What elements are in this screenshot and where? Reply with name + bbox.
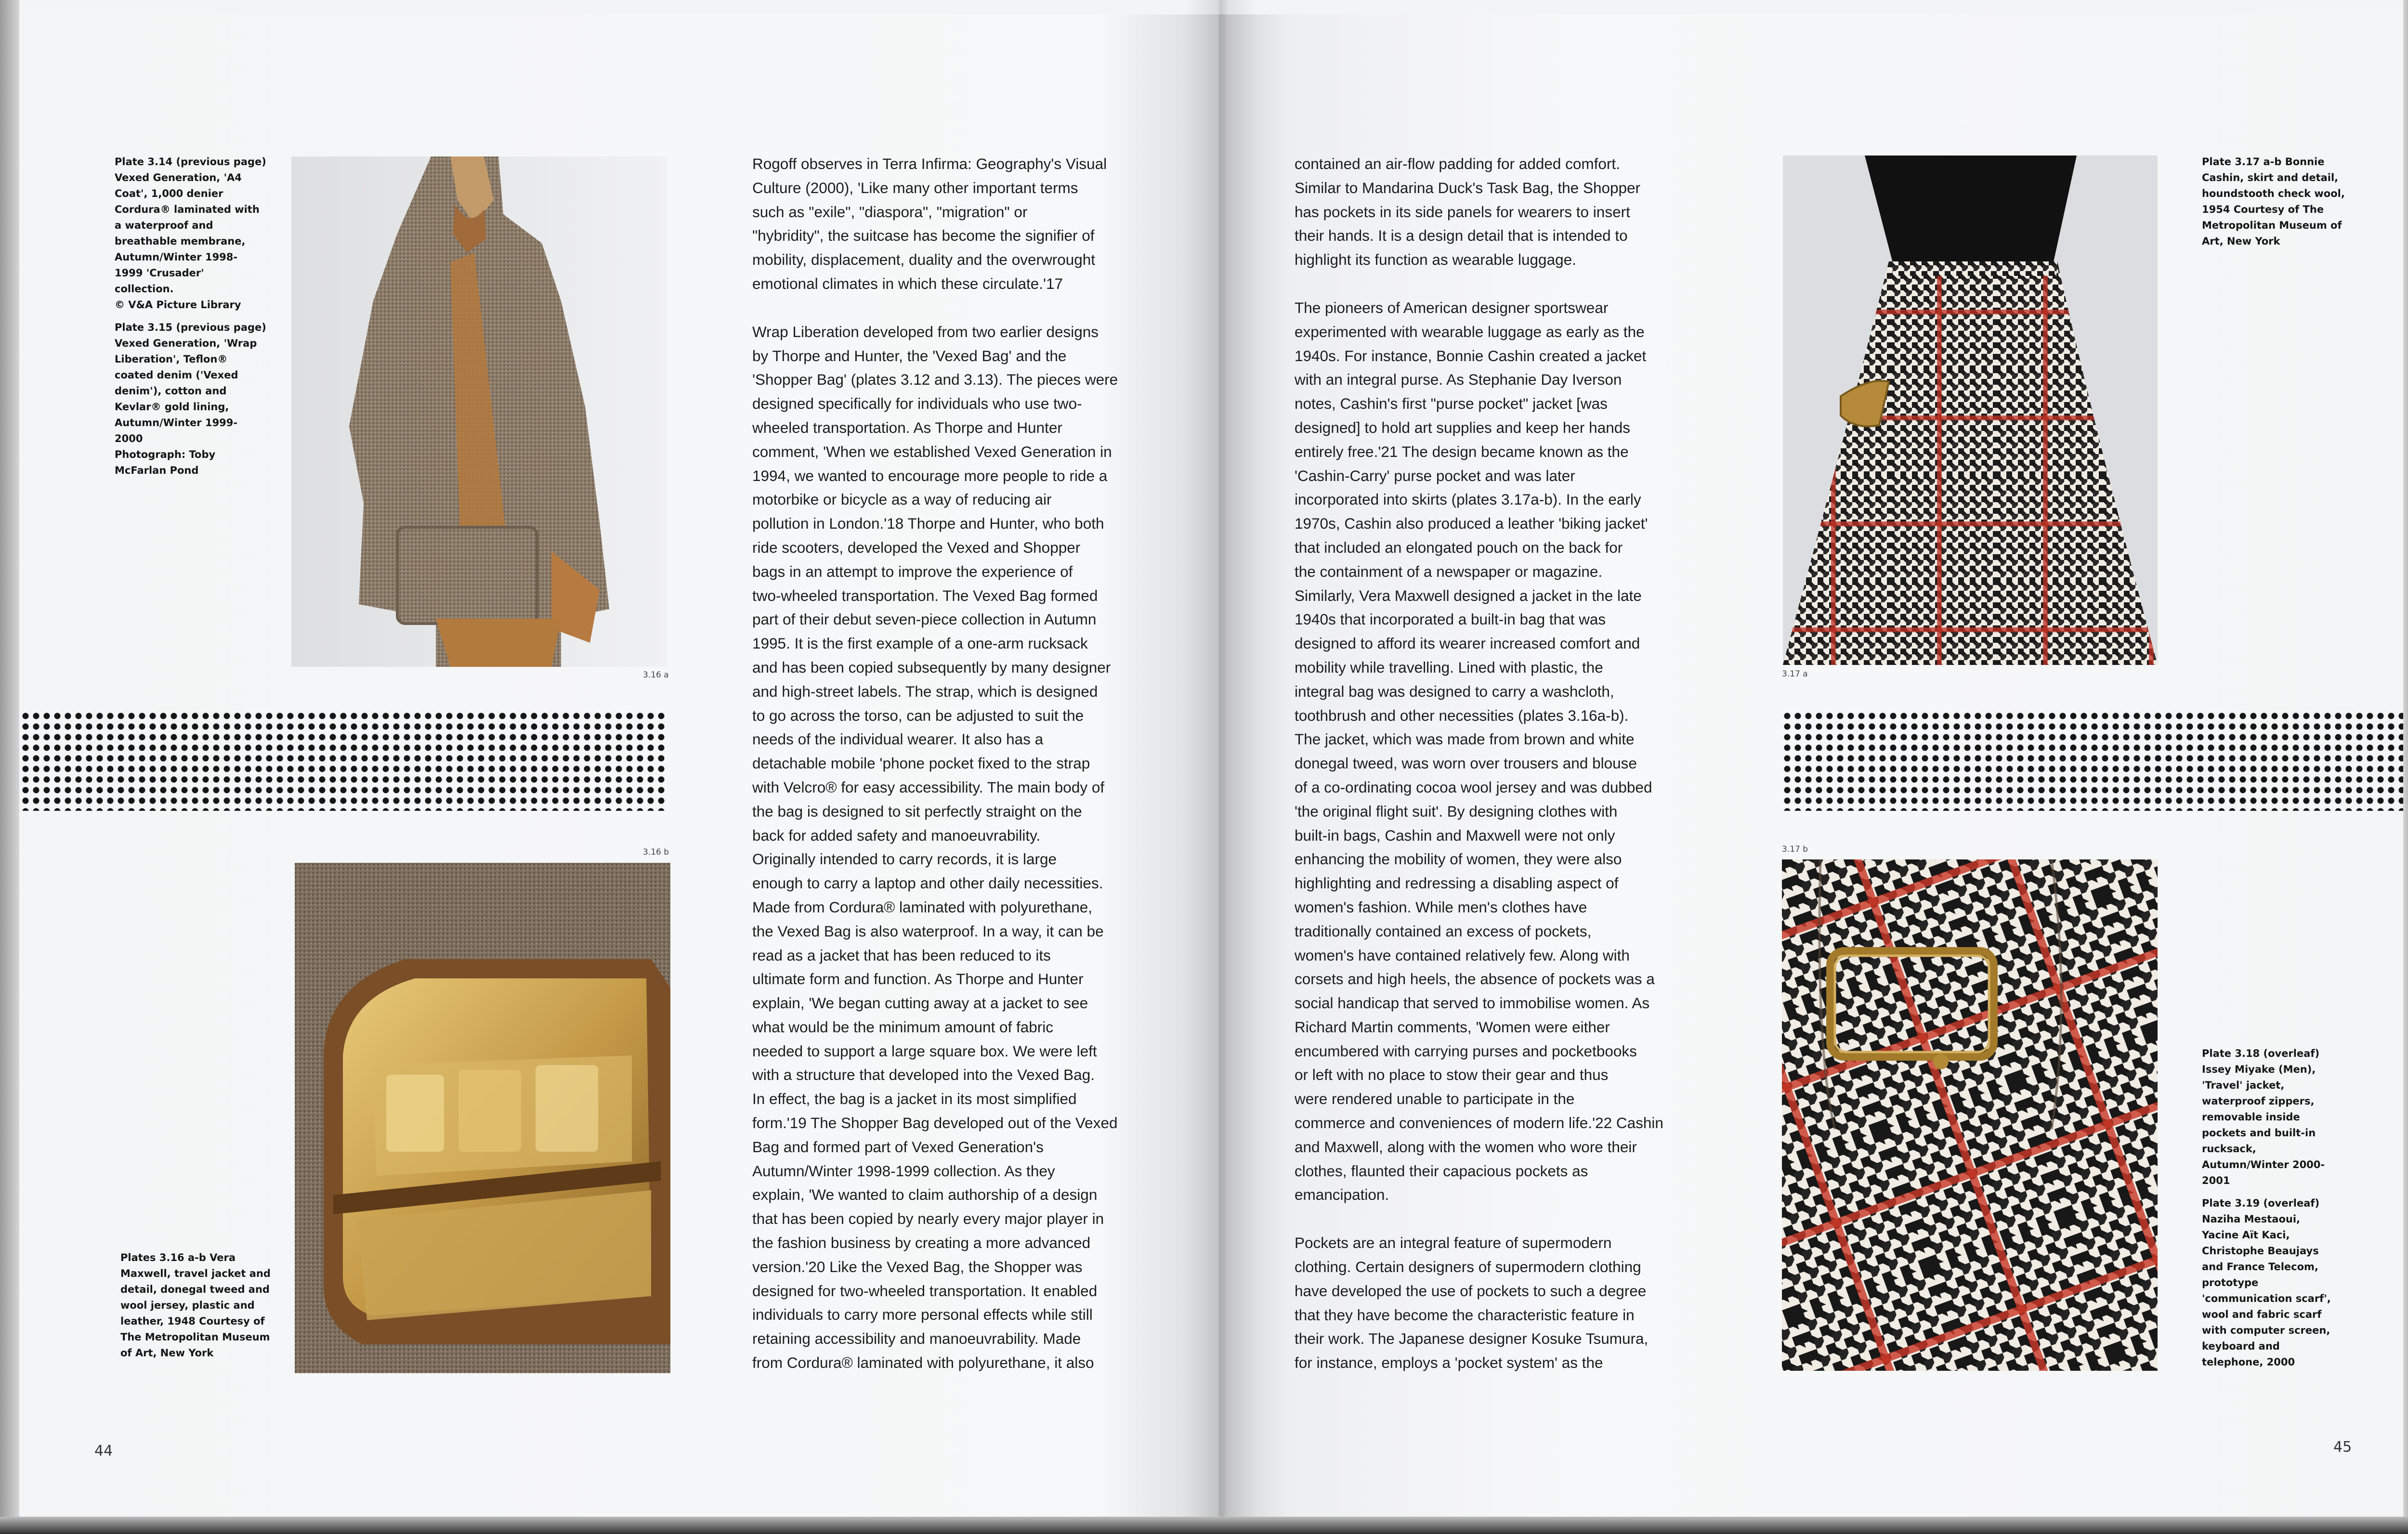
- body-column-2: [1295, 152, 1699, 1399]
- book-edge-right: [2403, 0, 2408, 1534]
- caption-plate-3-18: Plate 3.18 (overleaf) Issey Miyake (Men), 'Travel' jacket, waterproof zippers, removable inside pockets and built-in rucksack, Autumn/Winter 2000- 2001: [2202, 1048, 2325, 1186]
- photo-3-16-b: [295, 863, 670, 1373]
- paragraph: contained an air-flow padding for added comfort. Similar to Mandarina Duck's Task Bag, the Shopper has pockets in its side panels for wearers to insert their hands. It is a design detail that is intended to highlight its function as wearable luggage.: [1295, 155, 1641, 269]
- caption-plate-3-14: Plate 3.14 (previous page) Vexed Generation, 'A4 Coat', 1,000 denier Cordura® laminated with a waterproof and breathable membrane, Autumn/Winter 1998- 1999 'Crusader' collection. © V&A Picture Library: [115, 156, 266, 311]
- book-edge-left: [0, 0, 19, 1534]
- caption-plates-3-18-3-19: [2202, 1046, 2366, 1377]
- paragraph: Pockets are an integral feature of supermodern clothing. Certain designers of supermodern clothing have developed the use of pockets to such a degree that they have become the characteristic feature in their work. The Japanese designer Kosuke Tsumura, for instance, employs a 'pocket system' as the: [1295, 1234, 1649, 1372]
- tweed-jacket-image: [291, 156, 667, 667]
- houndstooth-pocket-image: [1782, 859, 2158, 1371]
- photo-label-3-17-b: 3.17 b: [1782, 845, 1808, 854]
- leather-pouch-image: [295, 863, 670, 1373]
- photo-label-3-16-b: 3.16 b: [643, 847, 669, 857]
- dot-band-right: [1782, 711, 2403, 811]
- book-gutter: [1185, 0, 1257, 1534]
- photo-label-3-16-a: 3.16 a: [643, 670, 669, 680]
- photo-label-3-17-a: 3.17 a: [1782, 669, 1808, 679]
- dot-band-left: [20, 711, 668, 811]
- paragraph: Rogoff observes in Terra Infirma: Geography's Visual Culture (2000), 'Like many other important terms such as "exile", "diaspora", "migration" or "hybridity", the suitcase has become the signifier of mobility, displacement, duality and the overwrought emotional climates in which these circulate.'17: [752, 155, 1107, 292]
- paragraph: Wrap Liberation developed from two earlier designs by Thorpe and Hunter, the 'Vexed Bag' and the 'Shopper Bag' (plates 3.12 and 3.13). The pieces were designed specifically for individuals who use two- wheeled transportation. As Thorpe and Hunter comment, 'When we established Vexed Generation in 1994, we wanted to encourage more people to ride a motorbike or bicycle as a way of reducing air pollution in London.'18 Thorpe and Hunter, who both ride scooters, developed the Vexed and Shopper bags in an attempt to improve the experience of two-wheeled transportation. The Vexed Bag formed part of their debut seven-piece collection in Autumn 1995. It is the first example of a one-arm rucksack and has been copied subsequently by many designer and high-street labels. The strap, which is designed to go across the torso, can be adjusted to suit the needs of the individual wearer. It also has a detachable mobile 'phone pocket fixed to the strap with Velcro® for easy accessibility. The main body of the bag is designed to sit perfectly straight on the back for added safety and manoeuvrability. Originally intended to carry records, it is large enough to carry a laptop and other daily necessities. Made from Cordura® laminated with polyurethane, the Vexed Bag is also waterproof. In a way, it can be read as a jacket that has been reduced to its ultimate form and function. As Thorpe and Hunter explain, 'We began cutting away at a jacket to see what would be the minimum amount of fabric needed to support a large square box. We were left with a structure that developed into the Vexed Bag. In effect, the bag is a jacket in its most simplified form.'19 The Shopper Bag developed out of the Vexed Bag and formed part of Vexed Generation's Autumn/Winter 1998-1999 collection. As they explain, 'We wanted to claim authorship of a design that has been copied by nearly every major player in the fashion business by creating a more advanced version.'20 Like the Vexed Bag, the Shopper was designed for two-wheeled transportation. It enabled individuals to carry more personal effects while still retaining accessibility and manoeuvrability. Made from Cordura® laminated with polyurethane, it also: [752, 323, 1118, 1372]
- caption-plates-3-14-3-15: [115, 154, 274, 485]
- caption-plate-3-17: Plate 3.17 a-b Bonnie Cashin, skirt and detail, houndstooth check wool, 1954 Courtesy of The Metropolitan Museum of Art, New York: [2202, 156, 2345, 247]
- page-number-right: 45: [2333, 1439, 2352, 1456]
- photo-3-16-a: [291, 156, 667, 667]
- caption-plates-3-16: Plates 3.16 a-b Vera Maxwell, travel jacket and detail, donegal tweed and wool jersey, plastic and leather, 1948 Courtesy of The Metropolitan Museum of Art, New York: [120, 1252, 271, 1359]
- paragraph: The pioneers of American designer sportswear experimented with wearable luggage as early as the 1940s. For instance, Bonnie Cashin created a jacket with an integral purse. As Stephanie Day Iverson notes, Cashin's first "purse pocket" jacket [was designed] to hold art supplies and keep her hands entirely free.'21 The design became known as the 'Cashin-Carry' purse pocket and was later incorporated into skirts (plates 3.17a-b). In the early 1970s, Cashin also produced a leather 'biking jacket' that included an elongated pouch on the back for the containment of a newspaper or magazine. Similarly, Vera Maxwell designed a jacket in the late 1940s that incorporated a built-in bag that was designed to afford its wearer increased comfort and mobility while travelling. Lined with plastic, the integral bag was designed to carry a washcloth, toothbrush and other necessities (plates 3.16a-b). The jacket, which was made from brown and white donegal tweed, was worn over trousers and blouse of a co-ordinating cocoa wool jersey and was dubbed 'the original flight suit'. By designing clothes with built-in bags, Cashin and Maxwell were not only enhancing the mobility of women, they were also highlighting and redressing a disabling aspect of women's fashion. While men's clothes have traditionally contained an excess of pockets, women's have contained relatively few. Along with corsets and high heels, the absence of pockets was a social handicap that served to immobilise women. As Richard Martin comments, 'Women were either encumbered with carrying purses and pocketbooks or left with no place to stow their gear and thus were rendered unable to participate in the commerce and conveniences of modern life.'22 Cashin and Maxwell, along with the women who wore their clothes, flaunted their capacious pockets as emancipation.: [1295, 299, 1663, 1204]
- body-column-1: [752, 152, 1157, 1399]
- houndstooth-skirt-image: [1783, 156, 2158, 665]
- photo-3-17-a: [1783, 156, 2158, 665]
- caption-plate-3-19: Plate 3.19 (overleaf) Naziha Mestaoui, Yacine Aït Kaci, Christophe Beaujays and France Telecom, prototype 'communication scarf', wool and fabric scarf with computer screen, keyboard and telephone, 2000: [2202, 1197, 2331, 1368]
- page-number-left: 44: [94, 1443, 113, 1459]
- photo-3-17-b: [1782, 859, 2158, 1371]
- caption-plate-3-15: Plate 3.15 (previous page) Vexed Generation, 'Wrap Liberation', Teflon® coated denim ('Vexed denim'), cotton and Kevlar® gold lining, Autumn/Winter 1999- 2000 Photograph: Toby McFarlan Pond: [115, 322, 266, 476]
- book-edge-bottom: [0, 1517, 2408, 1534]
